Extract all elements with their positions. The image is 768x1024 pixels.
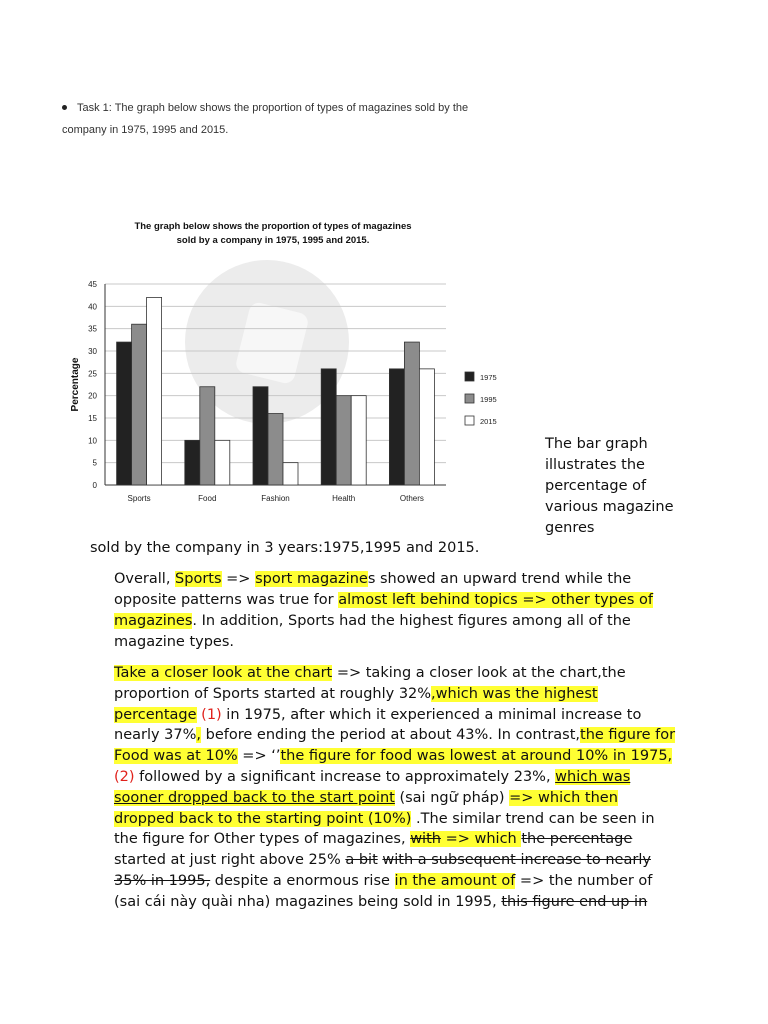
chart-title: The graph below shows the proportion of types of magazines [134,221,412,232]
y-tick-label: 35 [88,324,97,334]
legend-label: 1975 [480,373,497,382]
bar-1995-health [336,396,351,485]
bar-1975-fashion [253,387,268,485]
bar-1975-others [389,369,404,485]
highlight-run: => which then dropped back to the starting point (10%) [114,789,618,827]
bullet-icon [62,105,67,110]
bar-1995-others [404,342,419,485]
legend-swatch [465,416,474,425]
text-run: started at just right above 25% [114,852,346,869]
bar-1995-sports [132,324,147,485]
highlight-run: the figure for food was lowest at around 10% in 1975, [280,748,673,765]
highlight-run: the figure for Food was at 10% [114,727,676,765]
bar-chart [62,212,497,512]
overview-paragraph [90,569,680,652]
text-run: s showed an upward trend while the opposite patterns was true for [114,571,632,609]
x-tick-label: Others [399,494,424,503]
annotation-number: (2) [114,768,135,785]
intro-side-text: The bar graph illustrates the percentage of various magazine genres [545,436,674,536]
text-run: despite a enormous rise [210,872,395,889]
bar-2015-health [351,396,366,485]
highlight-run: sport magazine [255,571,368,588]
bar-1975-sports [117,342,132,485]
text-run: before ending the period at about 43%. In contrast, [201,727,581,744]
text-run: => ‘’ [237,748,281,765]
x-tick-label: Fashion [261,494,290,503]
y-tick-label: 0 [92,481,97,490]
bar-1995-fashion [268,414,283,485]
bar-1975-food [185,440,200,485]
detail-paragraph [90,663,680,913]
chart-title: sold by a company in 1975, 1995 and 2015. [176,235,370,246]
y-tick-label: 40 [88,302,97,312]
task-line-2: company in 1975, 1995 and 2015. [62,124,229,136]
task-line-1: Task 1: The graph below shows the proportion of types of magazines sold by the [77,102,469,114]
highlight-underline-run: which was sooner dropped back to the start point [114,768,631,806]
highlight-run: Take a closer look at the chart [114,664,333,681]
highlight-run: => which [440,831,522,848]
highlight-run: Sports [175,571,222,588]
strike-run: the percentage [521,831,633,848]
bar-1995-food [200,387,215,485]
y-tick-label: 5 [92,458,97,468]
bar-2015-fashion [283,463,298,485]
strike-run: a bit [345,852,378,869]
legend-label: 1995 [480,395,497,404]
task-prompt [62,97,522,141]
highlight-strike-run: with [410,831,441,848]
y-tick-label: 10 [88,436,97,446]
y-tick-label: 15 [88,414,97,423]
y-tick-label: 20 [88,391,97,401]
text-run: in 1975, after which it experienced a minimal increase to nearly 37% [114,706,642,744]
legend-label: 2015 [480,417,497,426]
highlight-run: ,which was the highest percentage [114,685,598,723]
text-run: (sai ngữ pháp) [394,789,510,806]
x-tick-label: Sports [127,494,151,503]
highlight-run: in the amount of [394,872,516,889]
essay-body [90,538,680,923]
x-tick-label: Health [332,494,356,503]
strike-run: with a subsequent increase to nearly 35% in 1995, [114,852,651,889]
x-tick-label: Food [198,494,217,503]
y-tick-label: 30 [88,347,97,356]
bar-2015-sports [147,297,162,485]
bar-chart-svg [62,212,497,512]
annotation-number: (1) [201,706,222,723]
text-run: => [221,571,256,588]
bar-2015-others [419,369,434,485]
text-run: followed by a significant increase to approximately 23%, [134,768,556,785]
text-run: Overall, [114,571,176,588]
text-run: => taking a closer look at the chart,the proportion of Sports started at roughly 32% [114,664,626,702]
bar-1975-health [321,369,336,485]
text-run: => the number of (sai cái này quài nha) magazines being sold in 1995, [114,872,653,910]
y-tick-label: 45 [88,280,97,289]
y-axis-label: Percentage [70,357,81,412]
text-run: .The similar trend can be seen in the figure for Other types of magazines, [114,810,655,848]
intro-continuation: sold by the company in 3 years:1975,1995 and 2015. [90,540,480,556]
text-run: . In addition, Sports had the highest figures among all of the magazine types. [114,612,631,650]
legend-swatch [465,372,474,381]
y-tick-label: 25 [88,369,97,379]
bar-2015-food [215,440,230,485]
strike-run: this figure end up in [501,893,648,910]
legend-swatch [465,394,474,403]
highlight-run: , [196,727,202,744]
highlight-run: almost left behind topics => other types of magazines [114,592,654,629]
